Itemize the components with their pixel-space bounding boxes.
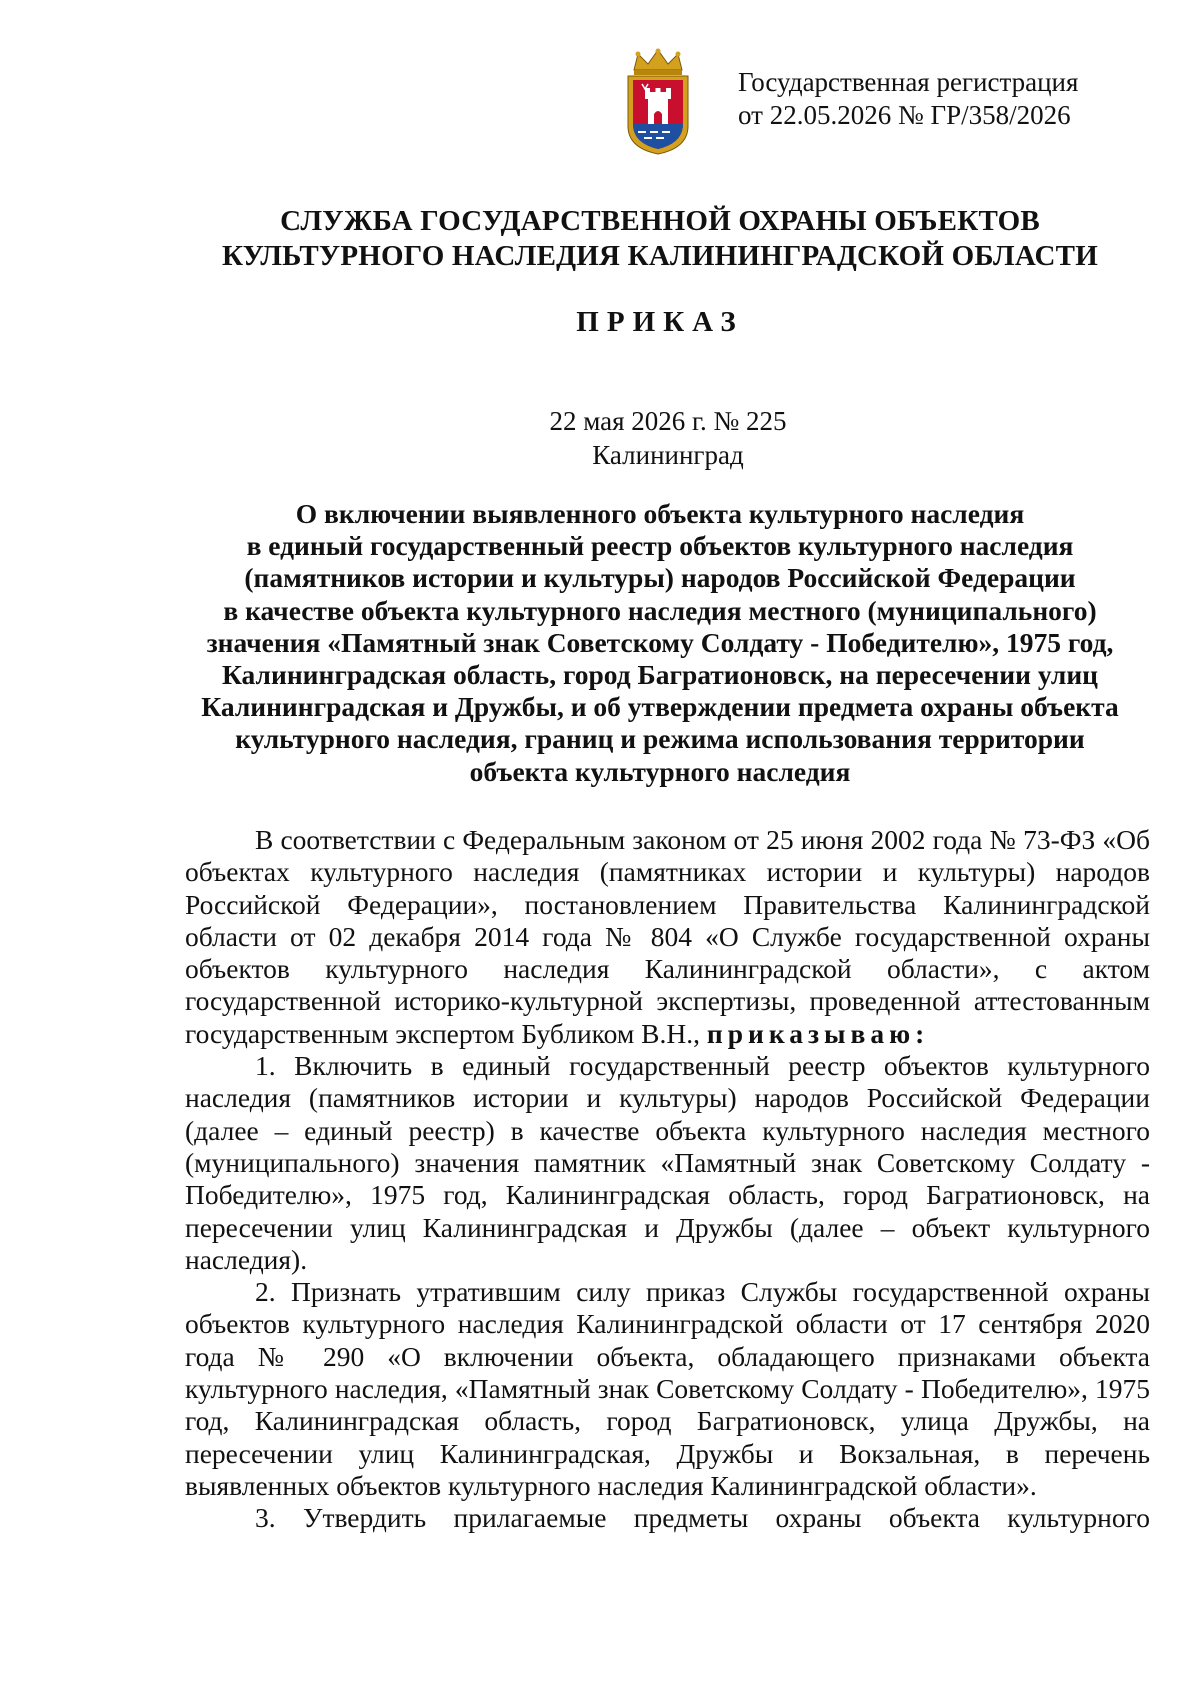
subject-line: объекта культурного наследия <box>469 755 851 787</box>
subject-line: в качестве объекта культурного наследия местного (муниципального) <box>223 594 1097 626</box>
agency-name <box>0 204 1200 274</box>
agency-name-line-2: КУЛЬТУРНОГО НАСЛЕДИЯ КАЛИНИНГРАДСКОЙ ОБЛАСТИ <box>222 240 1098 272</box>
order-item-2: 2. Признать утратившим силу приказ Службы государственной охраны объектов культурного наследия Калининградской области от 17 сентября 2020 года № 290 «О включении объекта, обладающего признаками объекта культурного наследия, «Памятный знак Советскому Солдату - Победителю», 1975 год, Калининградская область, город Багратионовск, улица Дружбы, на пересечении улиц Калининградская, Дружбы и Вокзальная, в перечень выявленных объектов культурного наследия Калининградской области». <box>185 1276 1150 1501</box>
document-date-number: 22 мая 2026 г. № 225 <box>549 406 787 436</box>
registration-line-1: Государственная регистрация <box>738 67 1079 97</box>
subject-line: значения «Памятный знак Советскому Солдату - Победителю», 1975 год, <box>206 626 1114 658</box>
order-item-1: 1. Включить в единый государственный реестр объектов культурного наследия (памятников истории и культуры) народов Российской Федерации (далее – единый реестр) в качестве объекта культурного наследия местного (муниципального) значения памятник «Памятный знак Советскому Солдату - Победителю», 1975 год, Калининградская область, город Багратионовск, на пересечении улиц Калининградская и Дружбы (далее – объект культурного наследия). <box>185 1050 1150 1275</box>
registration-line-2: от 22.05.2026 № ГР/358/2026 <box>738 100 1071 130</box>
document-type: ПРИКАЗ <box>576 306 744 338</box>
order-item-3: 3. Утвердить прилагаемые предметы охраны объекта культурного <box>255 1502 1150 1534</box>
document-body <box>185 824 1150 1535</box>
subject-line: культурного наследия, границ и режима использования территории <box>235 723 1085 755</box>
order-word: приказываю: <box>706 1017 930 1049</box>
subject-line: Калининградская и Дружбы, и об утверждении предмета охраны объекта <box>201 691 1119 723</box>
preamble-text: В соответствии с Федеральным законом от 25 июня 2002 года № 73-ФЗ «Об объектах культурного наследия (памятниках истории и культуры) народов Российской Федерации», постановлением Правительства Калининградской области от 02 декабря 2014 года № 804 «О Службе государственной охраны объектов культурного наследия Калининградской области», с актом государственной историко-культурной экспертизы, проведенной аттестованным государственным экспертом Бубликом В.Н., <box>185 824 1150 1049</box>
subject-line: (памятников истории и культуры) народов Российской Федерации <box>244 562 1076 594</box>
subject-line: О включении выявленного объекта культурного наследия <box>295 498 1025 529</box>
agency-name-line-1: СЛУЖБА ГОСУДАРСТВЕННОЙ ОХРАНЫ ОБЪЕКТОВ <box>280 205 1040 237</box>
document-city: Калининград <box>592 440 744 470</box>
subject-line: Калининградская область, город Багратионовск, на пересечении улиц <box>221 659 1099 691</box>
registration-stamp <box>738 66 1078 132</box>
document-date-block <box>0 404 1200 472</box>
coat-of-arms-icon <box>622 48 694 156</box>
subject-line: в единый государственный реестр объектов культурного наследия <box>246 530 1074 562</box>
document-subject <box>150 498 1170 788</box>
preamble-paragraph <box>185 824 1150 1050</box>
